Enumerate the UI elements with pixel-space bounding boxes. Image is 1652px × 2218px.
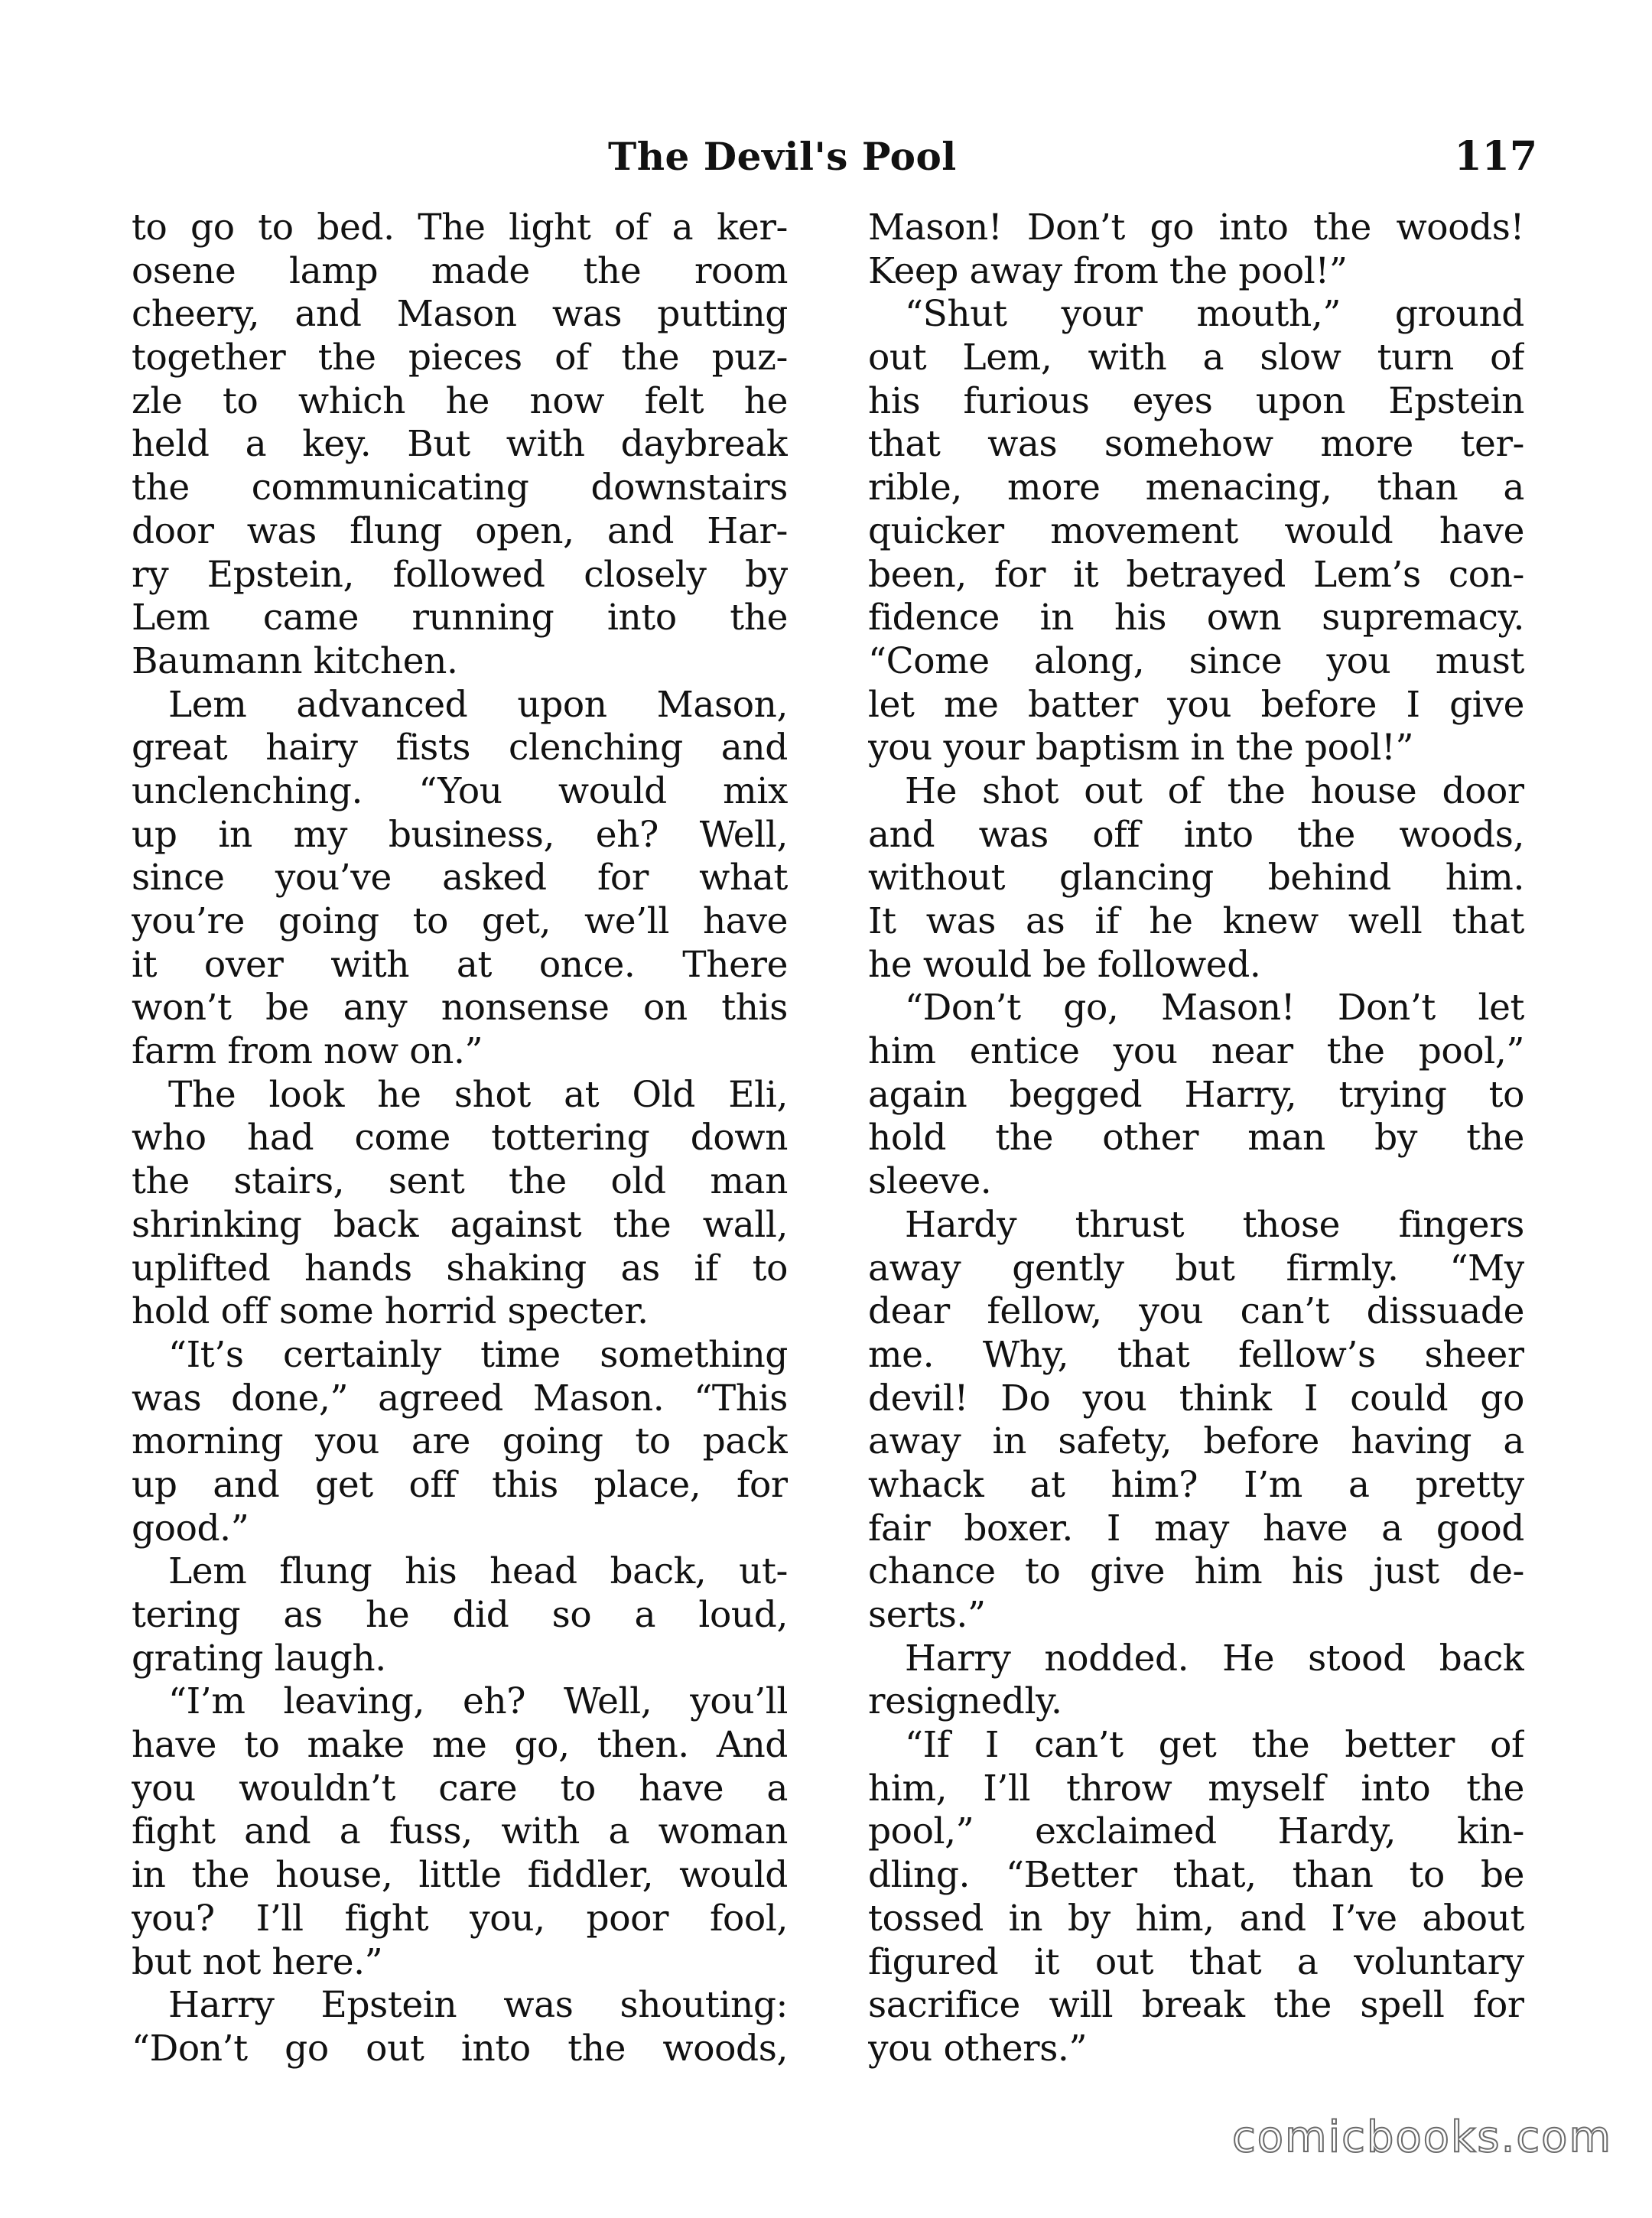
text-line: the stairs, sent the old man	[132, 1160, 788, 1203]
text-line: but not here.”	[132, 1940, 383, 1983]
text-line: Keep away from the pool!”	[868, 249, 1348, 292]
text-line: whack at him? I’m a pretty	[868, 1463, 1524, 1506]
text-line: without glancing behind him.	[868, 857, 1524, 899]
running-title: The Devil's Pool	[608, 134, 957, 179]
text-line: let me batter you before I give	[868, 683, 1524, 726]
watermark: comicbooks.com	[1231, 2112, 1612, 2162]
text-line: quicker movement would have	[868, 509, 1524, 552]
text-line: you? I’ll fight you, poor fool,	[132, 1897, 788, 1940]
text-line: me. Why, that fellow’s sheer	[868, 1333, 1524, 1376]
text-line: that was somehow more ter-	[868, 423, 1524, 466]
text-line: been, for it betrayed Lem’s con-	[868, 553, 1524, 596]
text-line: “It’s certainly time something	[168, 1333, 788, 1376]
page-number: 117	[1454, 133, 1537, 180]
text-line: out Lem, with a slow turn of	[868, 337, 1524, 379]
text-line: tering as he did so a loud,	[132, 1594, 788, 1636]
running-header	[0, 130, 1652, 184]
text-line: He shot out of the house door	[905, 769, 1524, 812]
text-line: uplifted hands shaking as if to	[132, 1247, 788, 1289]
text-line: chance to give him his just de-	[868, 1550, 1524, 1593]
text-line: again begged Harry, trying to	[868, 1073, 1524, 1116]
text-line: you others.”	[868, 2027, 1088, 2070]
text-line: “If I can’t get the better of	[905, 1724, 1524, 1767]
text-line: serts.”	[868, 1594, 986, 1636]
text-line: morning you are going to pack	[132, 1420, 788, 1463]
text-line: in the house, little fiddler, would	[132, 1854, 788, 1897]
text-line: you your baptism in the pool!”	[868, 727, 1414, 769]
text-line: The look he shot at Old Eli,	[168, 1073, 788, 1116]
text-line: was done,” agreed Mason. “This	[132, 1377, 788, 1420]
text-line: away gently but firmly. “My	[868, 1247, 1524, 1289]
text-line: farm from now on.”	[132, 1030, 483, 1073]
text-line: ry Epstein, followed closely by	[132, 553, 788, 596]
text-line: grating laugh.	[132, 1637, 386, 1680]
text-line: he would be followed.	[868, 943, 1261, 986]
text-line: pool,” exclaimed Hardy, kin-	[868, 1810, 1524, 1853]
text-line: Lem came running into the	[132, 597, 788, 639]
text-line: sacrifice will break the spell for	[868, 1984, 1524, 2027]
text-line: rible, more menacing, than a	[868, 467, 1524, 509]
text-line: sleeve.	[868, 1160, 992, 1203]
text-line: away in safety, before having a	[868, 1420, 1524, 1463]
text-line: “Don’t go out into the woods,	[132, 2027, 788, 2070]
text-line: door was flung open, and Har-	[132, 509, 788, 552]
text-line: Mason! Don’t go into the woods!	[868, 207, 1524, 249]
text-line: “I’m leaving, eh? Well, you’ll	[168, 1680, 788, 1723]
text-column-left	[132, 207, 788, 2071]
text-column-right	[868, 207, 1524, 2071]
text-line: it over with at once. There	[132, 943, 788, 986]
text-line: up and get off this place, for	[132, 1463, 788, 1506]
text-line: fidence in his own supremacy.	[868, 597, 1524, 639]
text-line: great hairy fists clenching and	[132, 727, 788, 769]
text-line: osene lamp made the room	[132, 249, 788, 292]
text-line: held a key. But with daybreak	[132, 423, 788, 466]
text-line: hold the other man by the	[868, 1117, 1524, 1159]
text-line: him, I’ll throw myself into the	[868, 1767, 1524, 1810]
text-line: “Come along, since you must	[868, 639, 1524, 682]
text-line: cheery, and Mason was putting	[132, 293, 788, 336]
text-line: dling. “Better that, than to be	[868, 1854, 1524, 1897]
text-line: hold off some horrid specter.	[132, 1290, 649, 1333]
text-line: Harry nodded. He stood back	[905, 1637, 1524, 1680]
text-line: Lem flung his head back, ut-	[168, 1550, 788, 1593]
text-line: Harry Epstein was shouting:	[168, 1984, 788, 2027]
text-line: shrinking back against the wall,	[132, 1203, 788, 1246]
text-line: devil! Do you think I could go	[868, 1377, 1524, 1420]
text-line: resignedly.	[868, 1680, 1062, 1723]
text-line: the communicating downstairs	[132, 467, 788, 509]
text-line: unclenching. “You would mix	[132, 769, 788, 812]
text-line: good.”	[132, 1507, 249, 1550]
text-line: won’t be any nonsense on this	[132, 987, 788, 1029]
text-line: Hardy thrust those fingers	[905, 1203, 1524, 1246]
text-line: together the pieces of the puz-	[132, 337, 788, 379]
text-line: his furious eyes upon Epstein	[868, 379, 1524, 422]
text-line: figured it out that a voluntary	[868, 1940, 1524, 1983]
text-line: him entice you near the pool,”	[868, 1030, 1524, 1073]
text-line: fair boxer. I may have a good	[868, 1507, 1524, 1550]
text-line: and was off into the woods,	[868, 813, 1524, 856]
text-line: dear fellow, you can’t dissuade	[868, 1290, 1524, 1333]
text-line: It was as if he knew well that	[868, 900, 1524, 942]
text-line: “Shut your mouth,” ground	[905, 293, 1524, 336]
text-line: zle to which he now felt he	[132, 379, 788, 422]
text-line: you’re going to get, we’ll have	[132, 900, 788, 942]
text-line: tossed in by him, and I’ve about	[868, 1897, 1524, 1940]
text-line: Baumann kitchen.	[132, 639, 458, 682]
text-line: fight and a fuss, with a woman	[132, 1810, 788, 1853]
text-line: “Don’t go, Mason! Don’t let	[905, 987, 1524, 1029]
text-line: to go to bed. The light of a ker-	[132, 207, 788, 249]
text-line: since you’ve asked for what	[132, 857, 788, 899]
text-line: who had come tottering down	[132, 1117, 788, 1159]
text-line: you wouldn’t care to have a	[132, 1767, 788, 1810]
text-line: up in my business, eh? Well,	[132, 813, 788, 856]
text-line: Lem advanced upon Mason,	[168, 683, 788, 726]
text-line: have to make me go, then. And	[132, 1724, 788, 1767]
